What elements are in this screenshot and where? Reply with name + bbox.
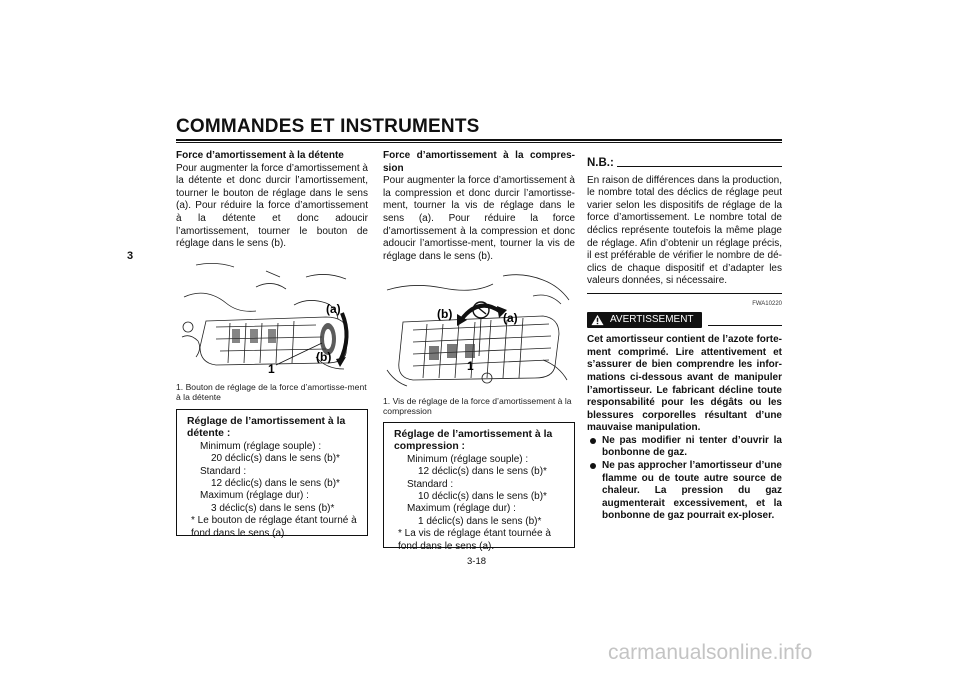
watermark: carmanualsonline.info: [608, 641, 813, 664]
caption-text: Bouton de réglage de la force d’amortisse-ment à la détente: [176, 382, 367, 403]
warning-code: FWA10220: [752, 300, 782, 307]
spec-max-label: Maximum (réglage dur) :: [200, 490, 309, 502]
warning-label: AVERTISSEMENT: [610, 313, 694, 325]
rebound-body: Pour augmenter la force d’amortissement à la détente et donc durcir l’amortissement, tourner le bouton de réglage dans le sens (a). Pour réduire la force d’amortissement à la détente et donc adoucir l’amortissement, tourner le bouton de réglage dans le sens (b).: [176, 162, 368, 250]
label-a: (a): [326, 302, 341, 316]
compression-spec-box: [383, 422, 575, 552]
chapter-number: 3: [127, 250, 134, 262]
nb-header: [587, 157, 782, 170]
spec-max-value: 1 déclic(s) dans le sens (b)*: [418, 515, 542, 527]
spec-min-label: Minimum (réglage souple) :: [407, 453, 529, 465]
warning-rule: [708, 325, 782, 326]
spec-max-value: 3 déclic(s) dans le sens (b)*: [211, 502, 335, 514]
nb-rule: [617, 166, 782, 167]
label-1: 1: [467, 359, 474, 373]
label-a: (a): [503, 311, 518, 325]
nb-text: En raison de différences dans la production, le nombre total des déclics de réglage peut varier selon les dispositifs de réglage de la force d’amortissement. Le nombre total de déclics représente toutefois la même plage de réglage. Afin d’obtenir un réglage précis, il est préférable de vérifier le nombre de dé-clics de chaque dispositif et d’adapter les valeurs données, si nécessaire.: [587, 174, 782, 287]
compression-body: Pour augmenter la force d’amortissement à la compression et donc durcir l’amortisse-ment, tourner la vis de réglage dans le sens (a). Pour réduire la force d’amortissement à la compression et donc adoucir l’amortisse-ment, tourner la vis de réglage dans le sens (b).: [383, 175, 575, 262]
spec-min-value: 12 déclic(s) dans le sens (b)*: [418, 466, 547, 478]
compression-illustration: [383, 270, 575, 392]
compression-caption: [383, 396, 575, 417]
spec-max-label: Maximum (réglage dur) :: [407, 503, 516, 515]
nb-end-rule: [587, 293, 782, 294]
spec-std-value: 12 déclic(s) dans le sens (b)*: [211, 478, 340, 490]
caption-number: 1.: [176, 382, 184, 392]
compression-damping-section: [383, 150, 575, 263]
warning-text: Cet amortisseur contient de l’azote forte-ment comprimé. Lire attentivement et s’assurer de bien comprendre les infor-mations ci-dessous avant de manipuler l’amortisseur. Le fabricant décline toute responsabilité pour les dégâts ou les blessures corporelles résultant d’une mauvaise manipulation.: [587, 334, 782, 434]
notes-column: [587, 157, 782, 523]
spec-std-label: Standard :: [407, 478, 454, 490]
title-rule-thin: [176, 142, 782, 143]
caption-number: 1.: [383, 396, 391, 406]
caption-text: Vis de réglage de la force d’amortissement à la compression: [383, 396, 572, 417]
warning-header: [587, 312, 782, 329]
warning-badge: [587, 312, 702, 329]
label-b: (b): [316, 350, 332, 364]
page-number: 3-18: [467, 556, 487, 567]
spec-title: Réglage de l’amortissement à la détente :: [187, 416, 346, 440]
warning-triangle-icon: [591, 314, 604, 326]
spec-note: * La vis de réglage étant tournée à fond dans le sens (a).: [398, 528, 551, 552]
spec-std-value: 10 déclic(s) dans le sens (b)*: [418, 491, 547, 503]
rebound-adjuster-figure: [176, 257, 368, 379]
rebound-illustration: [176, 257, 368, 379]
spec-min-label: Minimum (réglage souple) :: [200, 440, 322, 452]
warning-bullet: Ne pas modifier ni tenter d’ouvrir la bonbonne de gaz.: [587, 435, 782, 460]
warning-bullet: Ne pas approcher l’amortisseur d’une flamme ou de toute autre source de chaleur. La pression du gaz augmenterait excessivement, et la bonbonne de gaz pourrait ex-ploser.: [587, 460, 782, 523]
label-b: (b): [437, 307, 453, 321]
compression-adjuster-figure: [383, 270, 575, 392]
rebound-spec-box: [176, 409, 368, 539]
spec-title: Réglage de l’amortissement à la compression :: [394, 429, 553, 453]
nb-label: N.B.:: [587, 157, 614, 169]
rebound-heading: Force d’amortissement à la détente: [176, 150, 344, 161]
rebound-damping-section: [176, 150, 368, 251]
spec-note: * Le bouton de réglage étant tourné à fond dans le sens (a).: [191, 515, 357, 539]
rebound-caption: [176, 382, 368, 403]
title-rule: [176, 139, 782, 141]
label-1: 1: [268, 362, 275, 376]
page-title: COMMANDES ET INSTRUMENTS: [176, 116, 480, 137]
spec-std-label: Standard :: [200, 465, 247, 477]
spec-min-value: 20 déclic(s) dans le sens (b)*: [211, 453, 340, 465]
compression-heading: Force d’amortissement à la compres-sion: [383, 150, 575, 174]
